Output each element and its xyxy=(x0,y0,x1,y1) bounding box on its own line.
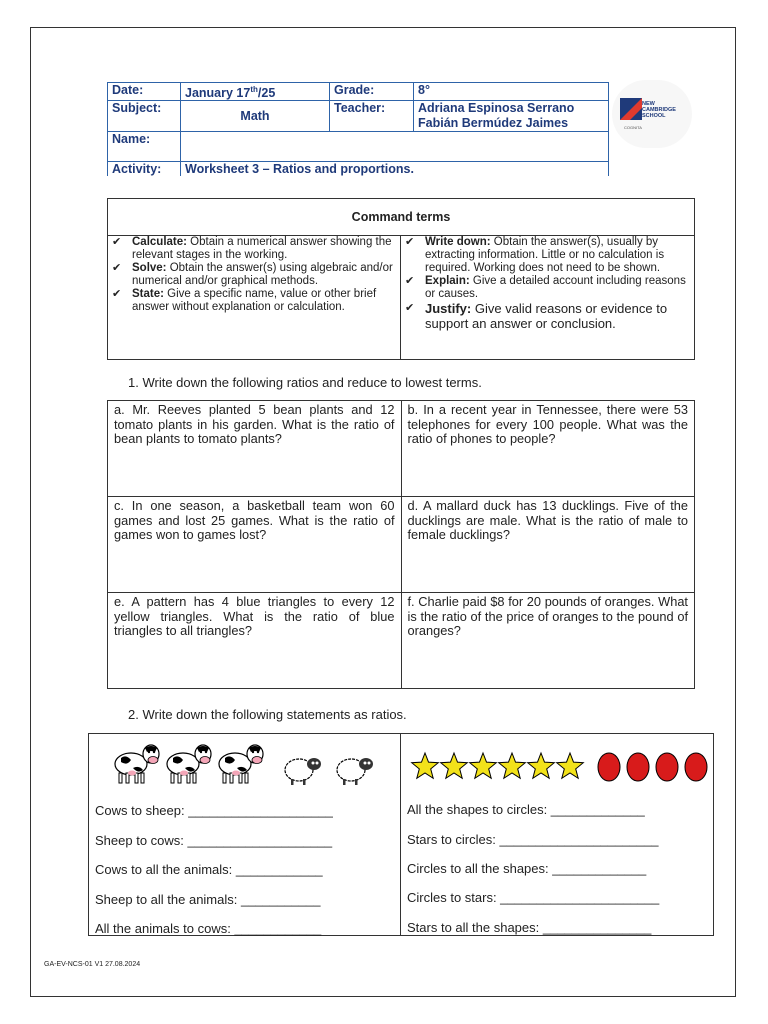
grade-value: 8° xyxy=(414,83,609,101)
logo-subtext: COGNITA xyxy=(624,125,642,130)
star-icon xyxy=(441,753,468,778)
school-logo xyxy=(612,80,692,148)
teacher-2: Fabián Bermúdez Jaimes xyxy=(418,116,569,131)
question-1b: b. In a recent year in Tennessee, there were 53 telephones for every 100 people. What was the ratio of phones to people? xyxy=(401,401,695,497)
animals-illustration xyxy=(113,740,393,788)
statement-stars-to-circles: Stars to circles: ______________________ xyxy=(407,832,659,847)
date-value: January 17th/25 xyxy=(181,83,330,101)
question-2-heading: 2. Write down the following statements as ratios. xyxy=(128,707,407,722)
checkmark-icon: ✔ xyxy=(112,288,122,300)
cow-icon xyxy=(219,745,263,783)
term-state: ✔ State: Give a specific name, value or other brief answer without explanation or calculation. xyxy=(112,288,377,313)
star-icon xyxy=(470,753,497,778)
star-icon xyxy=(499,753,526,778)
term-write-down: ✔ Write down: Obtain the answer(s), usually by extracting information. Little or no calculation is required. Working does not need to be shown. xyxy=(405,236,665,274)
teacher-1: Adriana Espinosa Serrano xyxy=(418,101,575,116)
grade-label: Grade: xyxy=(330,83,414,101)
term-calculate: ✔ Calculate: Obtain a numerical answer showing the relevant stages in the working. xyxy=(112,236,392,261)
statement-stars-to-all: Stars to all the shapes: _______________ xyxy=(407,920,652,935)
checkmark-icon: ✔ xyxy=(405,236,415,248)
command-terms-right xyxy=(401,236,694,360)
question-1e: e. A pattern has 4 blue triangles to every 12 yellow triangles. What is the ratio of blue triangles to all triangles? xyxy=(108,593,402,689)
shapes-illustration xyxy=(409,740,709,788)
question-1f: f. Charlie paid $8 for 20 pounds of oranges. What is the ratio of the price of oranges to the pound of oranges? xyxy=(401,593,695,689)
statement-all-to-cows: All the animals to cows: ____________ xyxy=(95,921,322,936)
command-terms-box xyxy=(107,198,695,360)
animals-column xyxy=(89,734,401,935)
statement-circles-to-stars: Circles to stars: ______________________ xyxy=(407,890,660,905)
checkmark-icon: ✔ xyxy=(405,275,415,287)
cow-icon xyxy=(115,745,159,783)
sheep-icon xyxy=(337,758,373,785)
header-table xyxy=(107,82,609,176)
statement-cows-to-sheep: Cows to sheep: ____________________ xyxy=(95,803,333,818)
checkmark-icon: ✔ xyxy=(112,236,122,248)
command-terms-title: Command terms xyxy=(108,199,694,236)
question-1a: a. Mr. Reeves planted 5 bean plants and 12 tomato plants in his garden. What is the ratio of bean plants to tomato plants? xyxy=(108,401,402,497)
activity-label: Activity: xyxy=(108,162,181,177)
circle-icon xyxy=(656,753,678,781)
sheep-icon xyxy=(285,758,321,785)
question-1-heading: 1. Write down the following ratios and reduce to lowest terms. xyxy=(128,375,482,390)
question-1c: c. In one season, a basketball team won 60 games and lost 25 games. What is the ratio of games won to games lost? xyxy=(108,497,402,593)
shapes-column xyxy=(401,734,713,935)
statement-shapes-to-circles: All the shapes to circles: _____________ xyxy=(407,802,645,817)
star-icon xyxy=(528,753,555,778)
command-terms-left xyxy=(108,236,401,360)
footer-code: GA-EV-NCS-01 V1 27.08.2024 xyxy=(44,961,141,968)
subject-label: Subject: xyxy=(108,101,181,132)
circle-icon xyxy=(627,753,649,781)
logo-emblem-icon xyxy=(620,98,642,120)
checkmark-icon: ✔ xyxy=(405,302,415,314)
question-1d: d. A mallard duck has 13 ducklings. Five of the ducklings are male. What is the ratio of male to female ducklings? xyxy=(401,497,695,593)
statement-sheep-to-cows: Sheep to cows: ____________________ xyxy=(95,833,333,848)
teacher-value xyxy=(414,101,609,132)
statement-cows-to-all: Cows to all the animals: ____________ xyxy=(95,862,323,877)
star-icon xyxy=(412,753,439,778)
activity-value: Worksheet 3 – Ratios and proportions. xyxy=(181,162,609,177)
teacher-label: Teacher: xyxy=(330,101,414,132)
cow-icon xyxy=(167,745,211,783)
term-explain: ✔ Explain: Give a detailed account including reasons or causes. xyxy=(405,275,686,300)
name-field[interactable] xyxy=(181,132,609,162)
circle-icon xyxy=(598,753,620,781)
term-solve: ✔ Solve: Obtain the answer(s) using algebraic and/or numerical and/or graphical methods. xyxy=(112,262,393,287)
statement-circles-to-all: Circles to all the shapes: _____________ xyxy=(407,861,647,876)
name-label: Name: xyxy=(108,132,181,162)
subject-value: Math xyxy=(181,101,330,132)
question-1-table xyxy=(107,400,695,689)
date-label: Date: xyxy=(108,83,181,101)
question-2-box xyxy=(88,733,714,936)
star-icon xyxy=(557,753,584,778)
term-justify: ✔ Justify: Give valid reasons or evidence to support an answer or conclusion. xyxy=(405,301,668,331)
statement-sheep-to-all: Sheep to all the animals: ___________ xyxy=(95,892,321,907)
checkmark-icon: ✔ xyxy=(112,262,122,274)
circle-icon xyxy=(685,753,707,781)
logo-text: NEW CAMBRIDGE SCHOOL xyxy=(642,101,676,119)
